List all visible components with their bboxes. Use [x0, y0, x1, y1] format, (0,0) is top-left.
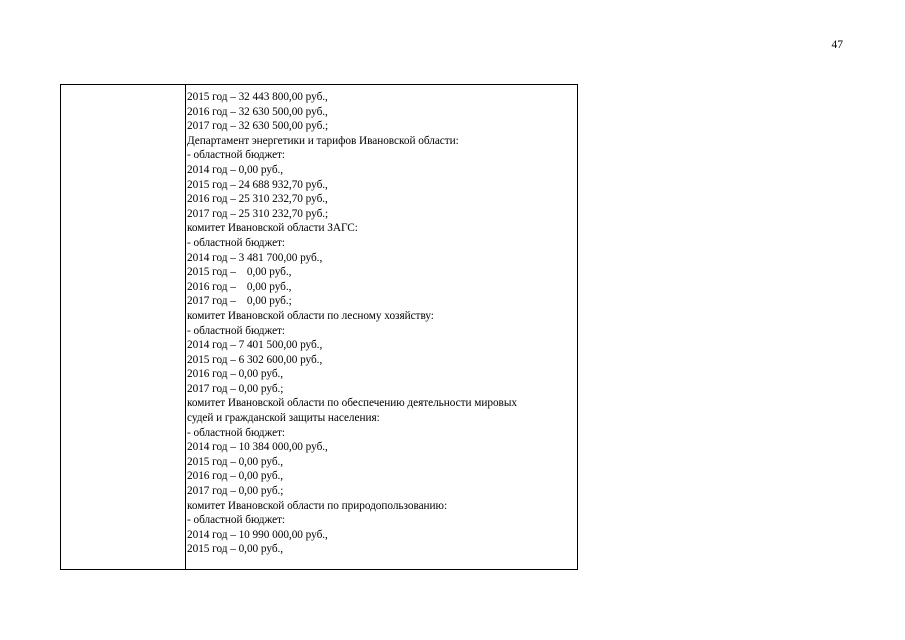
text-line: 2016 год – 0,00 руб.,	[187, 470, 284, 483]
text-line: 2014 год – 3 481 700,00 руб.,	[187, 251, 323, 264]
text-line: 2014 год – 7 401 500,00 руб.,	[187, 339, 323, 352]
text-line: 2014 год – 10 990 000,00 руб.,	[187, 528, 328, 541]
text-line: Департамент энергетики и тарифов Ивановской области:	[187, 134, 459, 147]
text-line: комитет Ивановской области ЗАГС:	[187, 222, 358, 235]
text-line: комитет Ивановской области по обеспечению деятельности мировых	[187, 397, 517, 410]
text-line: 2016 год – 32 630 500,00 руб.,	[187, 105, 328, 118]
text-line: 2015 год – 0,00 руб.,	[187, 266, 292, 279]
text-line: 2016 год – 0,00 руб.,	[187, 368, 284, 381]
text-line: - областной бюджет:	[187, 514, 286, 527]
text-line: 2014 год – 0,00 руб.,	[187, 163, 284, 176]
text-line: 2014 год – 10 384 000,00 руб.,	[187, 441, 328, 454]
text-line: комитет Ивановской области по природопользованию:	[187, 499, 448, 512]
page-number: 47	[831, 39, 843, 51]
text-line: 2017 год – 25 310 232,70 руб.;	[187, 207, 329, 220]
table-right-cell	[187, 90, 573, 557]
text-line: 2015 год – 6 302 600,00 руб.,	[187, 353, 323, 366]
text-line: 2015 год – 32 443 800,00 руб.,	[187, 91, 328, 103]
text-line: - областной бюджет:	[187, 426, 286, 439]
text-line: 2016 год – 0,00 руб.,	[187, 280, 292, 293]
text-line: 2016 год – 25 310 232,70 руб.,	[187, 193, 328, 206]
text-line: - областной бюджет:	[187, 236, 286, 249]
text-line: 2017 год – 0,00 руб.;	[187, 295, 292, 308]
text-line: - областной бюджет:	[187, 149, 286, 162]
text-line: 2015 год – 24 688 932,70 руб.,	[187, 178, 328, 191]
table-left-cell	[61, 85, 186, 569]
text-line: 2015 год – 0,00 руб.,	[187, 543, 284, 556]
text-line: 2017 год – 0,00 руб.;	[187, 485, 284, 498]
text-line: 2017 год – 0,00 руб.;	[187, 382, 284, 395]
text-line: - областной бюджет:	[187, 324, 286, 337]
funding-table	[60, 84, 578, 570]
text-line: 2015 год – 0,00 руб.,	[187, 455, 284, 468]
text-line: судей и гражданской защиты населения:	[187, 412, 380, 425]
text-line: комитет Ивановской области по лесному хозяйству:	[187, 309, 434, 322]
text-line: 2017 год – 32 630 500,00 руб.;	[187, 120, 329, 133]
